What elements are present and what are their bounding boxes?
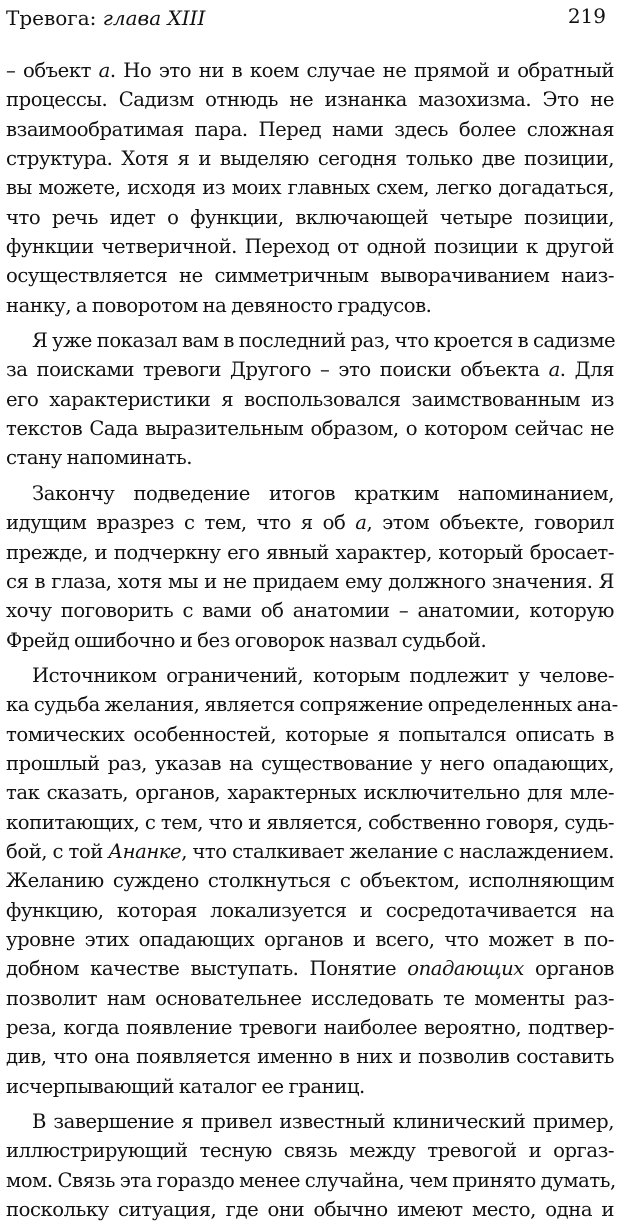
running-header: [6, 2, 614, 32]
text-line: хочу поговорить с вами об анатомии – анатомии, которую: [6, 599, 614, 623]
text-line: уровне этих опадающих органов и всего, что может в по-: [6, 927, 614, 951]
text-line: иллюстрирующий тесную связь между тревогой и оргаз-: [6, 1139, 614, 1163]
text-line: – объект а. Но это ни в коем случае не прямой и обратный: [6, 59, 614, 82]
text-line: его характеристики я воспользовался заимствованным из: [6, 387, 614, 411]
text-line: добном качестве выступать. Понятие опадающих органов: [6, 957, 614, 981]
book-page: [6, 0, 618, 1222]
text-line: позволит нам основательнее исследовать те моменты раз-: [6, 986, 614, 1010]
text-line: Закончу подведение итогов кратким напоминанием,: [32, 481, 614, 505]
text-line: мом. Связь эта гораздо менее случайна, чем принято думать,: [6, 1168, 616, 1192]
text-line: текстов Сада выразительным образом, о котором сейчас не: [6, 417, 614, 441]
text-line: процессы. Садизм отнюдь не изнанка мазохизма. Это не: [6, 88, 614, 112]
text-line: функции четверичной. Переход от одной позиции к другой: [6, 235, 614, 259]
text-line: реза, когда появление тревоги наиболее вероятно, подтвер-: [6, 1016, 614, 1039]
paragraph: [6, 661, 618, 1101]
text-line: бой, с той Ананке, что сталкивает желание с наслаждением.: [6, 839, 614, 863]
text-line: ся в глаза, хотя мы и не придаем ему должного значения. Я: [6, 569, 614, 593]
text-line: Источником ограничений, которым подлежит у челове-: [32, 663, 614, 687]
paragraph: [6, 326, 614, 473]
text-line: структура. Хотя я и выделяю сегодня только две позиции,: [6, 147, 614, 171]
text-line: вы можете, исходя из моих главных схем, легко догадаться,: [6, 176, 614, 200]
text-line: Фрейд ошибочно и без оговорок назвал судьбой.: [6, 628, 487, 652]
text-line: прежде, и подчеркну его явный характер, который бросает-: [6, 540, 614, 564]
paragraph: [6, 56, 614, 320]
text-line: за поисками тревоги Другого – это поиски объекта а. Для: [6, 358, 614, 382]
text-line: Желанию суждено столкнуться с объектом, исполняющим: [6, 869, 614, 893]
italic-term: опадающих: [407, 957, 524, 981]
text-line: функцию, которая локализуется и сосредотачивается на: [6, 898, 614, 922]
text-line: див, что она появляется именно в них и позволив составить: [6, 1045, 614, 1069]
paragraph: [6, 1107, 614, 1224]
italic-term: а: [548, 358, 560, 382]
text-line: осуществляется не симметричным выворачиванием наиз-: [6, 264, 614, 288]
italic-term: а: [355, 511, 367, 535]
text-line: взаимообратимая пара. Перед нами здесь более сложная: [6, 117, 614, 141]
italic-term: а: [98, 59, 110, 82]
body-text: [6, 56, 618, 1224]
running-title: [6, 6, 205, 30]
text-line: ка судьба желания, является сопряжение определенных ана-: [6, 693, 618, 717]
text-line: что речь идет о функции, включающей четыре позиции,: [6, 205, 614, 229]
text-line: томических особенностей, которые я попытался описать в: [6, 722, 614, 746]
text-line: копитающих, с тем, что и является, собственно говоря, судь-: [6, 810, 614, 834]
text-line: исчерпывающий каталог ее границ.: [6, 1074, 365, 1098]
text-line: прошлый раз, указав на существование у него опадающих,: [6, 751, 614, 775]
text-line: идущим вразрез с тем, что я об а, этом объекте, говорил: [6, 511, 614, 535]
text-line: так сказать, органов, характерных исключительно для мле-: [6, 781, 614, 805]
text-line: В завершение я привел известный клинический пример,: [32, 1110, 614, 1134]
text-line: стану напоминать.: [6, 446, 193, 470]
text-line: нанку, а поворотом на девяносто градусов.: [6, 293, 432, 317]
chapter-label: глава XIII: [102, 6, 206, 30]
text-line: Я уже показал вам в последний раз, что кроется в садизме: [32, 329, 616, 353]
text-line: поскольку ситуация, где они обычно имеют место, одна и: [6, 1198, 614, 1222]
book-title: Тревога:: [6, 6, 97, 30]
italic-term: Ананке: [108, 839, 182, 863]
paragraph: [6, 479, 614, 655]
page-number: 219: [567, 4, 606, 28]
